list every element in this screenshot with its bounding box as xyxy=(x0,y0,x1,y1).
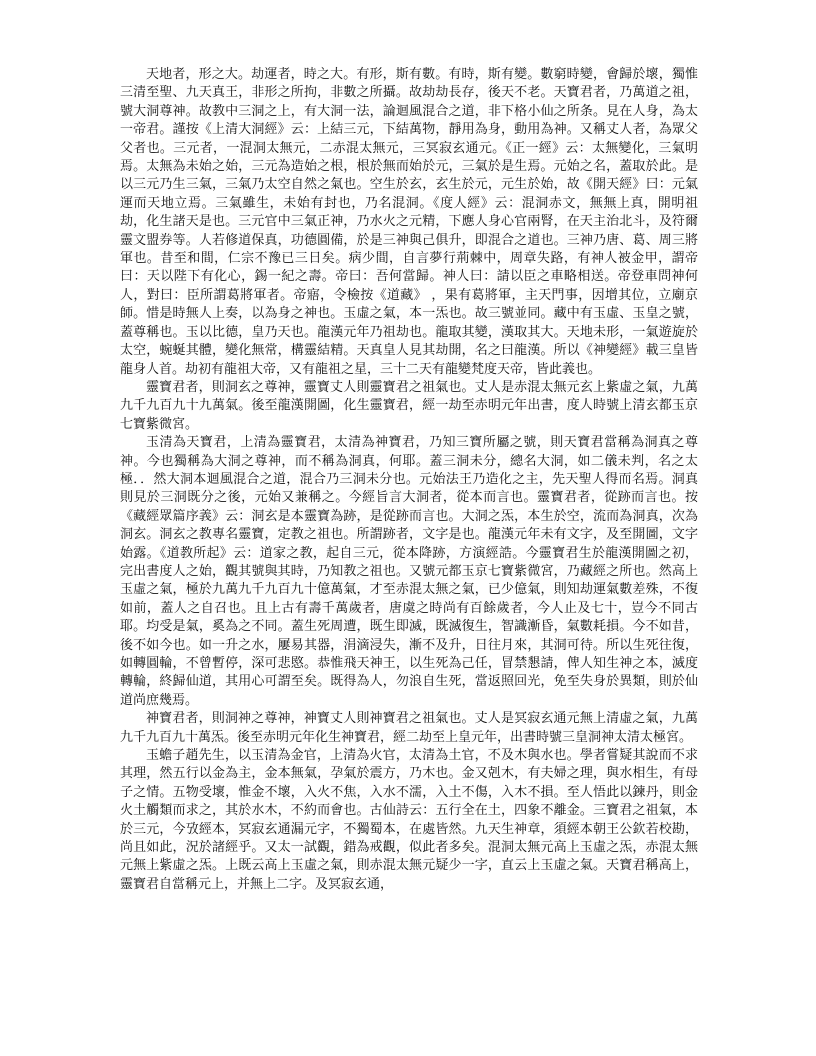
paragraph-divine-treasure: 神寶君者，則洞神之尊神，神寶丈人則神寶君之祖氣也。丈人是冥寂玄通元無上清虛之氣，九萬九千九百九十萬炁。後至赤明元年化生神寶君，經二劫至上皇元年，出書時號三皇洞神太清太極宮。 xyxy=(120,711,698,745)
document-page xyxy=(120,66,698,894)
paragraph-jade-toad-commentary: 玉蟾子趙先生，以玉清為金官，上清為火官，太清為土官，不及木與水也。學者嘗疑其說而不求其理，然五行以金為主，金本無氣，孕氣於震方，乃木也。金又剋木，有夫婦之理，與水相生，有母子之情。五物受壞，惟金不壞，入火不焦，入水不濡，入土不傷，入木不損。至人悟此以鍊丹，則金火土觸類而求之，其於水木，不約而會也。古仙詩云：五行全在土，四象不離金。三寶君之祖氣，本於三元，今攷經本，冥寂玄通漏元字，不獨蜀本，在處皆然。九天生神章，須經本朝王公欽若校勘，尚且如此，況於諸經乎。又太一試觀，錯為戒觀，似此者多矣。混洞太無元高上玉虛之炁，赤混太無元無上紫虛之炁。上既云高上玉虛之氣，則赤混太無元疑少一字，直云上玉虛之氣。天寶君稱高上，靈寶君自當稱元上，并無上二字。及冥寂玄通， xyxy=(120,748,698,892)
paragraph-heavenly-treasure: 天地者，形之大。劫運者，時之大。有形，斯有數。有時，斯有變。數窮時變，會歸於壞，獨惟三清至聖、九天真王，非形之所拘，非數之所攝。故劫劫長存，後天不老。天寶君者，乃萬道之祖，號大洞尊神。故教中三洞之上，有大洞一法，論迴風混合之道，非下格小仙之所条。見在人身，為太一帝君。謹按《上清大洞經》云：上結三元，下結萬物，靜用為身，動用為神。又稱丈人者，為眾父父者也。三元者，一混洞太無元，二赤混太無元，三冥寂玄通元。《正一經》云：太無變化，三氣明焉。太無為未始之始，三元為造始之根，根於無而始於元，三氣於是生焉。元始之名，蓋取於此。是以三元乃生三氣，三氣乃太空自然之氣也。空生於玄，玄生於元，元生於始，故《開天經》曰：元氣運而天地立焉。三氣雖生，未始有封也，乃名混洞。《度人經》云：混洞赤文，無無上真，開明祖劫，化生諸天是也。三元官中三氣正神，乃水火之元精，下應人身心官兩腎，在天主治北斗，及符爾靈文盟券等。人若修道保真，功德圓備，於是三神與己俱升，即混合之道也。三神乃唐、葛、周三將軍也。昔至和間，仁宗不豫已三日矣。病少間，自言夢行荊棘中，周章失路，有神人被金甲，謂帝曰：天以陛下有化心，錫一紀之壽。帝曰：吾何當歸。神人曰：請以臣之車略相送。帝登車問神何人，對曰：臣所謂葛將軍者。帝寤，令檢按《道藏》 ，果有葛將軍，主天門事，因增其位，立廟京師。惜是時無人上奏，以為身之神也。玉虛之氣，本一炁也。故三號並同。藏中有玉虛、玉皇之號，蓋尊稱也。玉以比德，皇乃天也。龍漢元年乃祖劫也。龍取其變，漢取其大。天地未形，一氣遊旋於太空，蜿蜒其體，變化無常，構靈結精。天真皇人見其劫開，名之曰龍漢。所以《神變經》載三皇皆龍身人首。劫初有龍祖大帝，又有龍祖之星，三十二天有龍變梵度天帝，皆此義也。 xyxy=(120,67,698,377)
paragraph-numinous-treasure: 靈寶君者，則洞玄之尊神，靈寶丈人則靈寶君之祖氣也。丈人是赤混太無元玄上紫虛之氣，九萬九千九百九十九萬氣。後至龍漢開圖，化生靈寶君，經一劫至赤明元年出書，度人時號上清玄都玉京七寶紫微宮。 xyxy=(120,379,698,432)
paragraph-three-treasures: 玉清為天寶君，上清為靈寶君，太清為神寶君，乃知三寶所屬之號，則天寶君當稱為洞真之尊神。今也獨稱為大洞之尊神，而不稱為洞真，何耶。蓋三洞未分，總名大洞，如二儀未判，名之太極．．然大洞本迴風混合之道，混合乃三洞未分也。元始法王乃造化之主，先天聖人得而名焉。洞真則見於三洞既分之後，元始又兼稱之。今經旨言大洞者，從本而言也。靈寶君者，從跡而言也。按《藏經眾篇序義》云：洞玄是本靈寶為跡，是從跡而言也。大洞之炁，本生於空，流而為洞真，次為洞玄。洞玄之教專名靈寶，定教之祖也。所謂跡者，文字是也。龍漢元年未有文字，及至開圖，文字始露。《道教所起》云：道家之教，起自三元，從本降跡，方演經誥。今靈寶君生於龍漢開圖之初，完出書度人之始，觀其號與其時，乃知教之祖也。又號元都玉京七寶紫微宮，乃藏經之所也。然高上玉虛之氣，極於九萬九千九百九十億萬氣，才至赤混太無之氣，已少億氣，則知劫運氣數差殊，不復如前，蓋人之自召也。且上古有壽千萬歲者，唐虞之時尚有百餘歲者，今人止及七十，豈今不同古耶。均受是氣，奚為之不同。蓋生死周遭，既生即滅，既滅復生，智識漸昏，氣數耗損。今不如昔，後不如今也。如一升之水，屢易其器，涓滴浸失，漸不及升，日往月來，其洞可待。所以生死往復，如轉圓輪，不曾暫停，深可悲愍。恭惟飛天神王，以生死為己任，冒禁懇請，俾人知生神之本，滅度轉輪，終歸仙道，其用心可謂至矣。既得為人，勿浪自生死，當返照回光，免至失身於異類，則於仙道尚庶幾焉。 xyxy=(120,435,698,708)
